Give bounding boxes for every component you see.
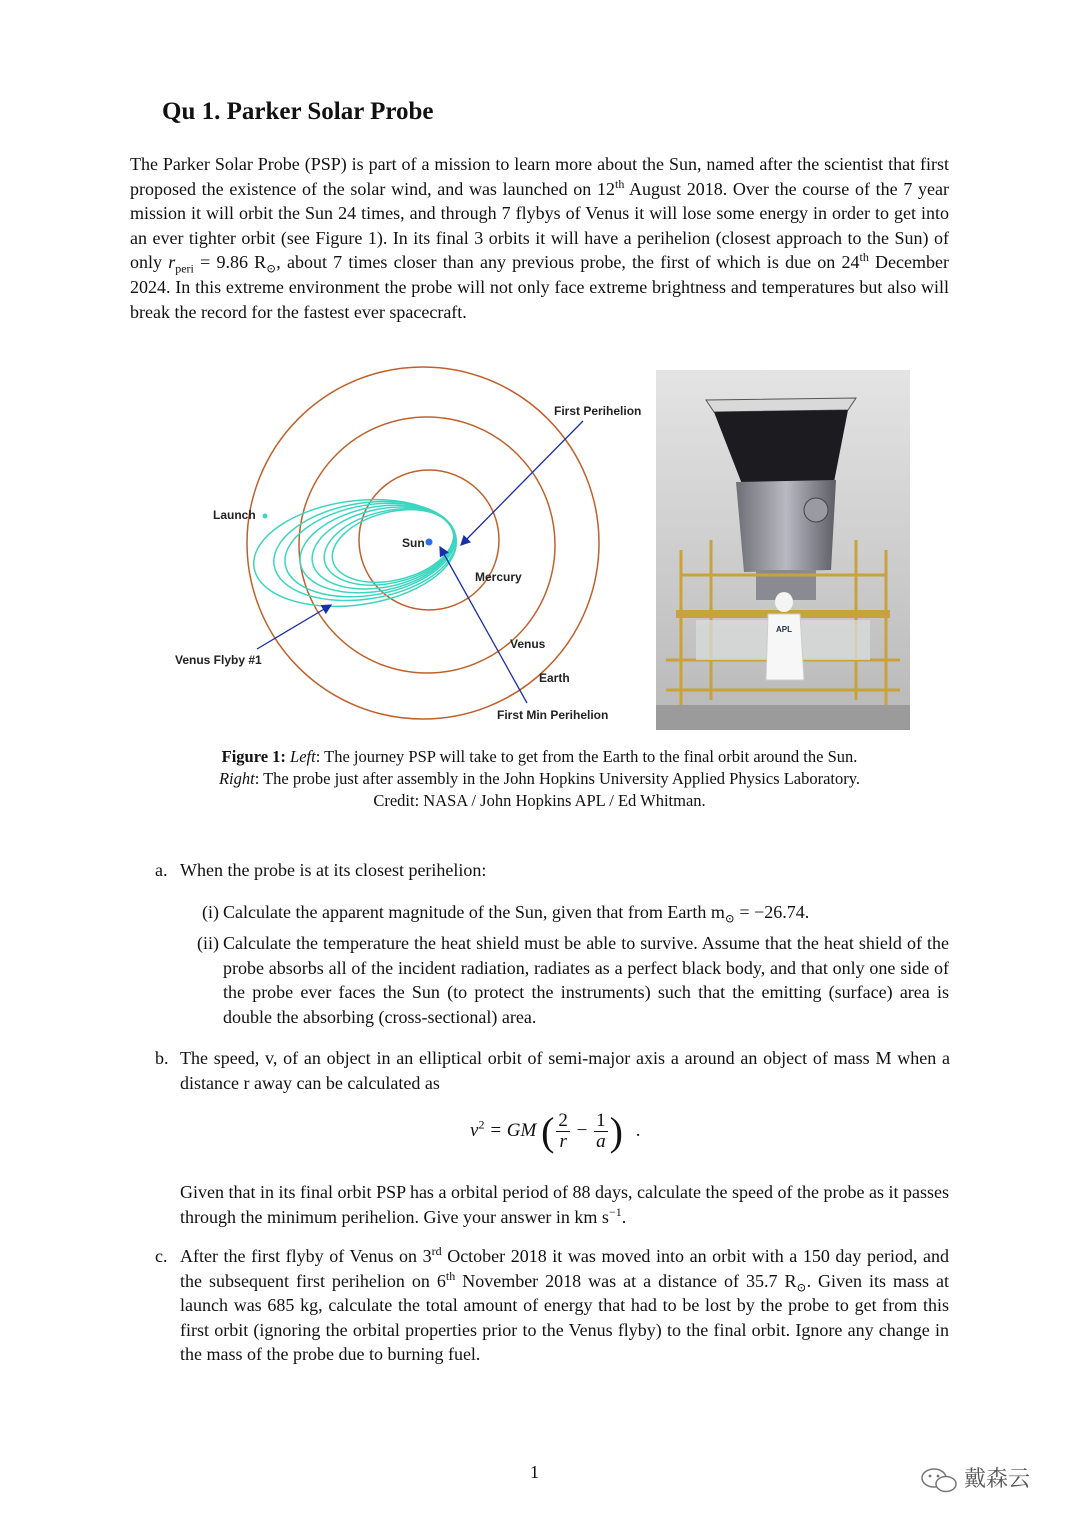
question-b-text: The speed, v, of an object in an elliptical orbit of semi-major axis a around an object of mass M when a distance r away can be calculated as (180, 1048, 950, 1093)
question-c: c. After the first flyby of Venus on 3rd October 2018 it was moved into an orbit with a 150 day period, and the subsequent first perihelion on 6th November 2018 was at a distance of 35.7 $R_⊙$. Given its mass at launch was 685 kg, calculate the total amount of energy that had to be lost by the probe to get from this first orbit (ignoring the orbital properties prior to the Venus flyby) to the final orbit. Ignore any change in the mass of the probe due to burning fuel. (155, 1244, 950, 1365)
question-a-label: a. (155, 860, 168, 880)
speed-equation: $v^2$ = GM ( $\frac{2}{r}$ − $\frac{1}{a}$ ) . (470, 1109, 641, 1154)
figure-caption (130, 746, 949, 812)
probe-orbits (247, 487, 464, 618)
watermark-text: 戴森云 (964, 1467, 1031, 1492)
sun-marker (426, 539, 433, 546)
question-a-i: (i) Calculate the apparent magnitude of the Sun, given that from Earth $m_⊙ = -26.74$. (202, 902, 810, 926)
question-a-ii: (ii) Calculate the temperature the heat shield must be able to survive. Assume that the heat shield of the probe absorbs all of the incident radiation, radiates as a perfect black body, and that only one side of the probe ever faces the Sun (to protect the instruments) such that the emitting (surface) area is double the absorbing (cross-sectional) area. (197, 933, 949, 1027)
orbit-diagram (165, 365, 655, 735)
label-launch: Launch (213, 508, 256, 522)
page-number: 1 (530, 1462, 539, 1482)
caption-credit: Credit: NASA / John Hopkins APL / Ed Whitman. (373, 791, 706, 810)
question-title: Qu 1. Parker Solar Probe (162, 98, 434, 125)
launch-marker (263, 514, 268, 519)
caption-line-2: Right: The probe just after assembly in the John Hopkins University Applied Physics Laboratory. (218, 769, 861, 788)
apl-badge: APL (776, 625, 792, 634)
label-sun: Sun (402, 536, 425, 550)
first-perihelion-arrow (461, 421, 583, 545)
label-venus: Venus (510, 637, 546, 651)
label-venus-flyby: Venus Flyby #1 (175, 653, 262, 667)
probe-photo (656, 370, 910, 730)
question-b-label: b. (155, 1048, 169, 1068)
label-mercury: Mercury (475, 570, 522, 584)
label-earth: Earth (539, 671, 570, 685)
question-b-task: Given that in its final orbit PSP has a orbital period of 88 days, calculate the speed of the probe as it passes through the minimum perihelion. Give your answer in km $s^{-1}$. (180, 1182, 949, 1227)
venus-orbit (299, 417, 555, 673)
probe-photo-illustration (656, 370, 910, 730)
intro-paragraph: The Parker Solar Probe (PSP) is part of a mission to learn more about the Sun, named after the scientist that first proposed the existence of the solar wind, and was launched on 12th August 2018. Over the course of the 7 year mission it will orbit the Sun 24 times, and through 7 flybys of Venus it will lose some energy in order to get into an ever tighter orbit (see Figure 1). In its final 3 orbits it will have a perihelion (closest approach to the Sun) of only $r_{peri} = 9.86$ $R_⊙$, about 7 times closer than any previous probe, the first of which is due on 24th December 2024. In this extreme environment the probe will not only face extreme brightness and temperatures but also will break the record for the fastest ever spacecraft. (130, 154, 949, 322)
question-a-text: When the probe is at its closest perihelion: (180, 860, 487, 880)
caption-line-1: Figure 1: Left: The journey PSP will take to get from the Earth to the final orbit around the Sun. (221, 747, 858, 766)
wechat-icon (920, 1466, 960, 1496)
label-first-perihelion: First Perihelion (554, 404, 642, 418)
label-first-min-perihelion: First Min Perihelion (497, 708, 609, 722)
